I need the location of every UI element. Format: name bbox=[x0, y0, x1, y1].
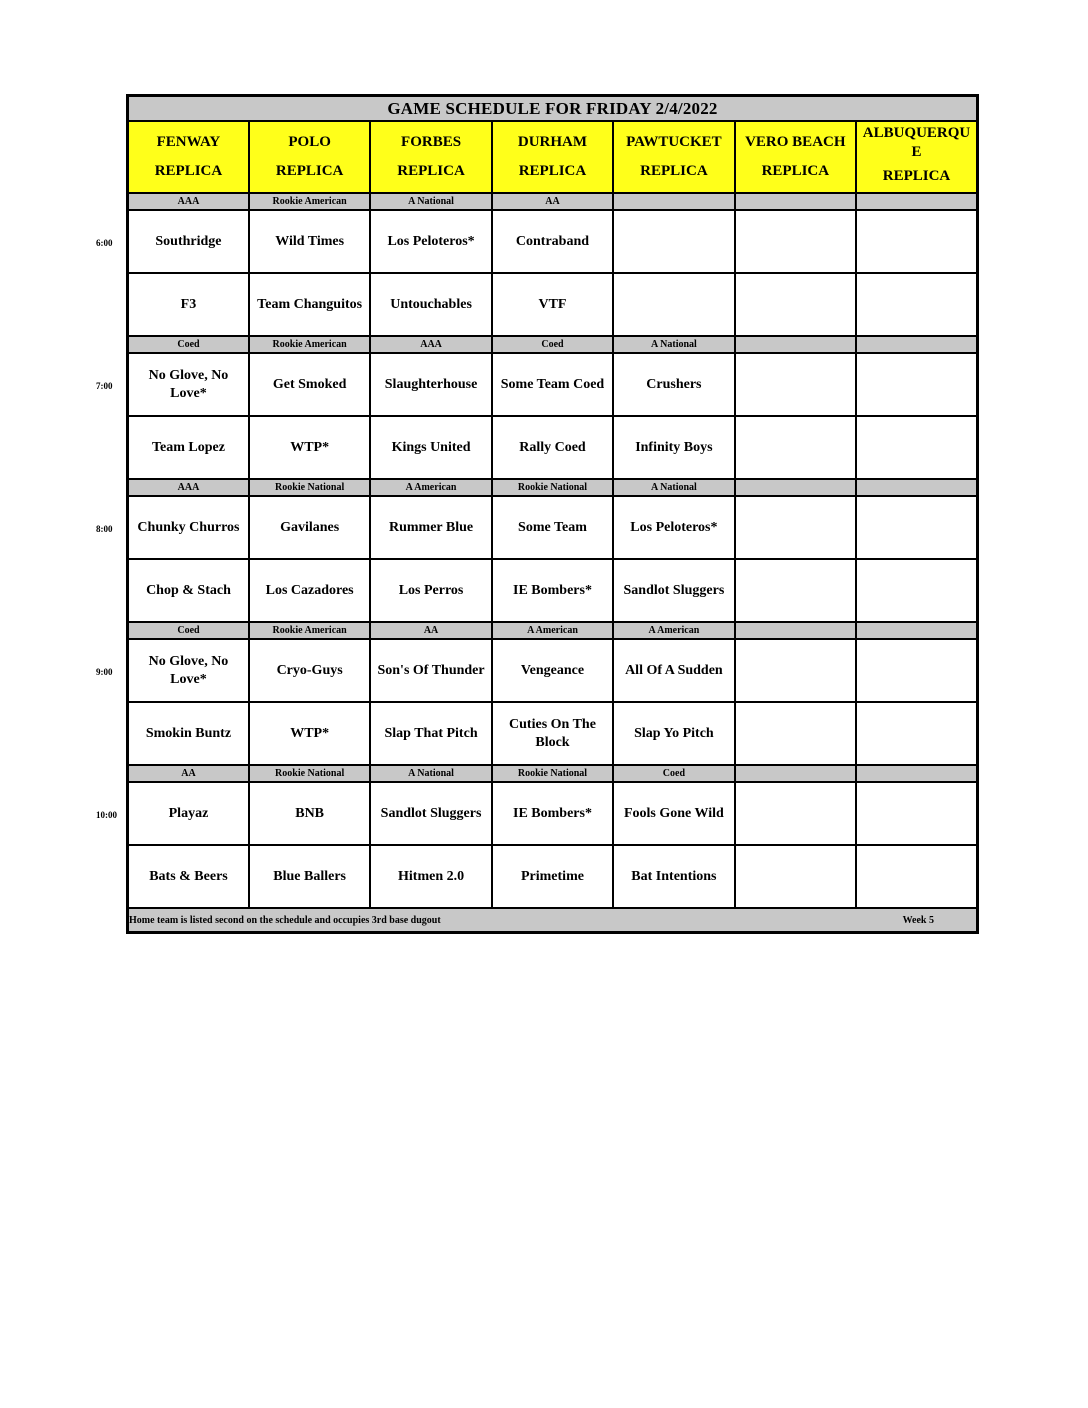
away-team-cell bbox=[128, 210, 249, 273]
away-team: All Of A Sudden bbox=[625, 662, 723, 678]
game-row-home bbox=[128, 273, 978, 336]
home-team-cell bbox=[613, 273, 734, 336]
home-team-cell bbox=[128, 845, 249, 908]
home-team-cell bbox=[128, 559, 249, 622]
away-team-cell bbox=[370, 210, 491, 273]
away-team: BNB bbox=[295, 805, 325, 821]
division-label: A American bbox=[613, 622, 734, 639]
game-row-away bbox=[128, 353, 978, 416]
game-row-away bbox=[128, 639, 978, 702]
home-team-cell bbox=[492, 416, 613, 479]
division-label: Rookie American bbox=[249, 336, 370, 353]
home-team: Infinity Boys bbox=[635, 439, 713, 455]
away-team: Some Team Coed bbox=[500, 376, 605, 392]
footer-row bbox=[128, 908, 978, 933]
home-team-cell bbox=[613, 702, 734, 765]
home-team: Team Lopez bbox=[151, 439, 225, 455]
away-team-cell bbox=[249, 210, 370, 273]
field-header bbox=[492, 121, 613, 193]
footer-cell bbox=[128, 908, 978, 933]
division-label: A National bbox=[370, 765, 491, 782]
division-label: AA bbox=[492, 193, 613, 210]
home-team: Untouchables bbox=[390, 296, 472, 312]
field-name: ALBUQUERQU E bbox=[862, 124, 971, 160]
field-type: REPLICA bbox=[518, 163, 587, 179]
field-type: REPLICA bbox=[275, 163, 344, 179]
field-name: FORBES bbox=[401, 134, 462, 150]
division-label: AAA bbox=[128, 479, 249, 496]
away-team-cell bbox=[492, 782, 613, 845]
division-label: AAA bbox=[370, 336, 491, 353]
division-label: Rookie National bbox=[492, 765, 613, 782]
home-team-cell bbox=[370, 273, 491, 336]
home-team-cell bbox=[735, 559, 856, 622]
week-label: Week 5 bbox=[902, 914, 934, 926]
division-label: AAA bbox=[128, 193, 249, 210]
field-header bbox=[856, 121, 977, 193]
division-label bbox=[735, 765, 856, 782]
division-label: A American bbox=[492, 622, 613, 639]
home-team-cell bbox=[735, 845, 856, 908]
footer-note: Home team is listed second on the schedule and occupies 3rd base dugout bbox=[129, 914, 441, 926]
away-team-cell bbox=[613, 782, 734, 845]
away-team-cell bbox=[492, 639, 613, 702]
home-team-cell bbox=[856, 416, 977, 479]
away-team-cell bbox=[128, 639, 249, 702]
away-team: Playaz bbox=[168, 805, 209, 821]
away-team-cell bbox=[128, 496, 249, 559]
away-team: Rummer Blue bbox=[388, 519, 474, 535]
away-team-cell bbox=[492, 210, 613, 273]
away-team-cell bbox=[249, 782, 370, 845]
field-type: REPLICA bbox=[154, 163, 223, 179]
away-team: Los Peloteros* bbox=[387, 233, 475, 249]
division-label: Rookie National bbox=[492, 479, 613, 496]
game-row-away bbox=[128, 496, 978, 559]
away-team-cell bbox=[856, 639, 977, 702]
division-label: Coed bbox=[128, 622, 249, 639]
division-row bbox=[128, 765, 978, 782]
division-label: A National bbox=[370, 193, 491, 210]
away-team: Cryo-Guys bbox=[276, 662, 343, 678]
home-team: Bats & Beers bbox=[149, 868, 228, 884]
away-team: Gavilanes bbox=[280, 519, 340, 535]
field-name: VERO BEACH bbox=[745, 134, 846, 150]
away-team-cell bbox=[735, 496, 856, 559]
away-team: Fools Gone Wild bbox=[623, 805, 724, 821]
away-team-cell bbox=[856, 210, 977, 273]
division-label bbox=[613, 193, 734, 210]
home-team: Chop & Stach bbox=[146, 582, 231, 598]
division-label bbox=[735, 479, 856, 496]
away-team-cell bbox=[492, 353, 613, 416]
home-team-cell bbox=[370, 416, 491, 479]
home-team-cell bbox=[249, 559, 370, 622]
time-slot-label: 9:00 bbox=[96, 666, 113, 677]
home-team-cell bbox=[735, 702, 856, 765]
away-team-cell bbox=[735, 353, 856, 416]
home-team-cell bbox=[492, 702, 613, 765]
away-team-cell bbox=[128, 353, 249, 416]
away-team-cell bbox=[249, 353, 370, 416]
home-team-cell bbox=[735, 416, 856, 479]
away-team: No Glove, No Love* bbox=[148, 653, 229, 687]
home-team: WTP* bbox=[290, 725, 330, 741]
schedule-title: GAME SCHEDULE FOR FRIDAY 2/4/2022 bbox=[128, 96, 978, 122]
home-team: WTP* bbox=[290, 439, 330, 455]
away-team-cell bbox=[613, 639, 734, 702]
away-team: No Glove, No Love* bbox=[148, 367, 229, 401]
away-team-cell bbox=[735, 210, 856, 273]
division-row bbox=[128, 193, 978, 210]
field-header bbox=[735, 121, 856, 193]
away-team-cell bbox=[613, 210, 734, 273]
home-team-cell bbox=[370, 702, 491, 765]
away-team-cell bbox=[735, 639, 856, 702]
field-header bbox=[249, 121, 370, 193]
field-name: DURHAM bbox=[517, 134, 588, 150]
division-label: Rookie American bbox=[249, 622, 370, 639]
away-team-cell bbox=[856, 782, 977, 845]
away-team: Some Team bbox=[518, 519, 587, 535]
division-label: AA bbox=[370, 622, 491, 639]
away-team: Chunky Churros bbox=[137, 519, 240, 535]
game-row-home bbox=[128, 845, 978, 908]
away-team-cell bbox=[370, 639, 491, 702]
division-label: Coed bbox=[613, 765, 734, 782]
time-slot-label: 6:00 bbox=[96, 237, 113, 248]
away-team-cell bbox=[370, 496, 491, 559]
time-slot-label: 7:00 bbox=[96, 380, 113, 391]
home-team-cell bbox=[370, 559, 491, 622]
away-team-cell bbox=[856, 353, 977, 416]
field-type: REPLICA bbox=[761, 163, 830, 179]
division-label: Coed bbox=[492, 336, 613, 353]
time-slot-label: 10:00 bbox=[96, 809, 117, 820]
home-team-cell bbox=[492, 273, 613, 336]
division-label: A National bbox=[613, 479, 734, 496]
home-team: Los Cazadores bbox=[265, 582, 354, 598]
home-team-cell bbox=[249, 273, 370, 336]
away-team-cell bbox=[492, 496, 613, 559]
field-type: REPLICA bbox=[397, 163, 465, 179]
field-name: FENWAY bbox=[156, 134, 221, 150]
home-team-cell bbox=[128, 416, 249, 479]
away-team-cell bbox=[613, 496, 734, 559]
time-slot-label: 8:00 bbox=[96, 523, 113, 534]
division-row bbox=[128, 479, 978, 496]
home-team-cell bbox=[613, 845, 734, 908]
away-team: Contraband bbox=[515, 233, 590, 249]
home-team: Hitmen 2.0 bbox=[398, 868, 465, 884]
away-team-cell bbox=[856, 496, 977, 559]
game-row-away bbox=[128, 210, 978, 273]
field-header-row bbox=[128, 121, 978, 193]
home-team: Cuties On The Block bbox=[509, 716, 596, 750]
field-type: REPLICA bbox=[640, 163, 708, 179]
home-team: Bat Intentions bbox=[631, 868, 717, 884]
home-team: Slap That Pitch bbox=[384, 725, 478, 741]
home-team-cell bbox=[856, 845, 977, 908]
game-row-home bbox=[128, 416, 978, 479]
home-team: Sandlot Sluggers bbox=[623, 582, 725, 598]
home-team-cell bbox=[249, 845, 370, 908]
division-label: Rookie National bbox=[249, 765, 370, 782]
division-label bbox=[735, 622, 856, 639]
away-team: Get Smoked bbox=[272, 376, 347, 392]
home-team: VTF bbox=[538, 296, 567, 312]
home-team-cell bbox=[492, 845, 613, 908]
division-label: Rookie American bbox=[249, 193, 370, 210]
away-team: Crushers bbox=[646, 376, 702, 392]
division-label: A National bbox=[613, 336, 734, 353]
field-header bbox=[370, 121, 491, 193]
home-team: Los Perros bbox=[398, 582, 464, 598]
division-label: A American bbox=[370, 479, 491, 496]
game-row-home bbox=[128, 559, 978, 622]
away-team-cell bbox=[249, 496, 370, 559]
away-team: Son's Of Thunder bbox=[377, 662, 485, 678]
home-team-cell bbox=[613, 559, 734, 622]
away-team-cell bbox=[735, 782, 856, 845]
home-team-cell bbox=[128, 273, 249, 336]
home-team: Team Changuitos bbox=[257, 296, 363, 312]
away-team: Slaughterhouse bbox=[384, 376, 478, 392]
home-team: Blue Ballers bbox=[273, 868, 346, 884]
away-team: Los Peloteros* bbox=[630, 519, 718, 535]
home-team-cell bbox=[249, 702, 370, 765]
home-team: IE Bombers* bbox=[513, 582, 592, 598]
game-row-away bbox=[128, 782, 978, 845]
home-team-cell bbox=[613, 416, 734, 479]
home-team-cell bbox=[856, 273, 977, 336]
home-team: Slap Yo Pitch bbox=[634, 725, 714, 741]
away-team-cell bbox=[370, 782, 491, 845]
home-team-cell bbox=[856, 559, 977, 622]
home-team: Primetime bbox=[520, 868, 584, 884]
division-label bbox=[856, 622, 977, 639]
division-label: Coed bbox=[128, 336, 249, 353]
field-header bbox=[128, 121, 249, 193]
home-team-cell bbox=[128, 702, 249, 765]
field-type: REPLICA bbox=[882, 167, 951, 184]
division-label bbox=[735, 336, 856, 353]
division-row bbox=[128, 336, 978, 353]
field-name: PAWTUCKET bbox=[626, 134, 722, 150]
away-team: Southridge bbox=[155, 233, 222, 249]
away-team-cell bbox=[613, 353, 734, 416]
home-team-cell bbox=[856, 702, 977, 765]
home-team: Kings United bbox=[391, 439, 471, 455]
game-row-home bbox=[128, 702, 978, 765]
division-label: AA bbox=[128, 765, 249, 782]
home-team-cell bbox=[370, 845, 491, 908]
away-team: Wild Times bbox=[275, 233, 345, 249]
home-team-cell bbox=[492, 559, 613, 622]
footer-content bbox=[129, 915, 976, 926]
away-team-cell bbox=[370, 353, 491, 416]
away-team-cell bbox=[249, 639, 370, 702]
home-team: Smokin Buntz bbox=[145, 725, 232, 741]
title-row bbox=[128, 96, 978, 122]
home-team-cell bbox=[249, 416, 370, 479]
field-header bbox=[613, 121, 734, 193]
game-schedule-table bbox=[126, 94, 979, 934]
division-label bbox=[856, 336, 977, 353]
division-label bbox=[735, 193, 856, 210]
field-name: POLO bbox=[288, 134, 331, 150]
away-team: Vengeance bbox=[520, 662, 585, 678]
division-label bbox=[856, 479, 977, 496]
away-team: IE Bombers* bbox=[513, 805, 592, 821]
home-team-cell bbox=[735, 273, 856, 336]
home-team: F3 bbox=[180, 296, 197, 312]
away-team-cell bbox=[128, 782, 249, 845]
division-label bbox=[856, 193, 977, 210]
away-team: Sandlot Sluggers bbox=[380, 805, 482, 821]
division-label bbox=[856, 765, 977, 782]
division-row bbox=[128, 622, 978, 639]
home-team: Rally Coed bbox=[519, 439, 586, 455]
division-label: Rookie National bbox=[249, 479, 370, 496]
